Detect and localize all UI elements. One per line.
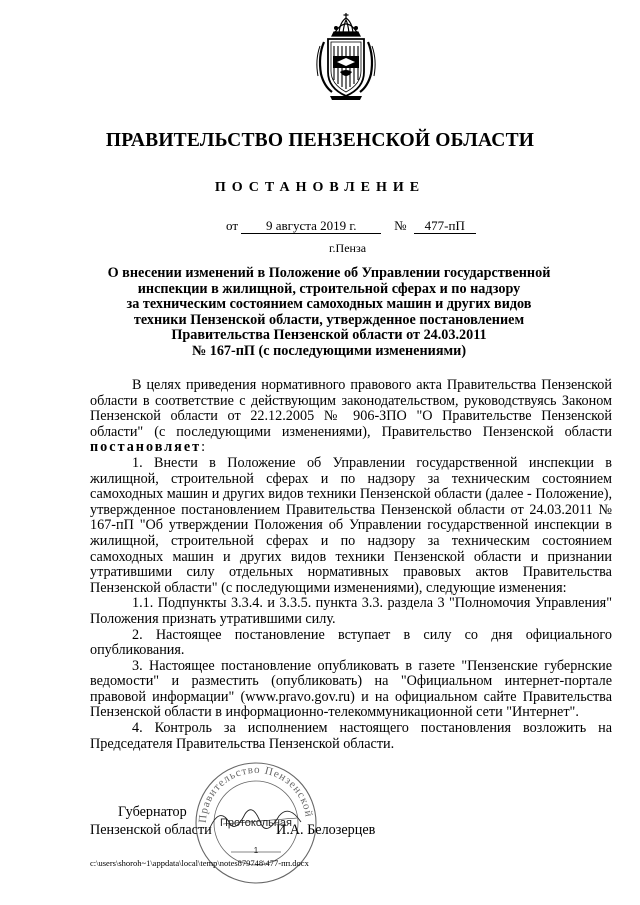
subject-line: инспекции в жилищной, строительной сферах и по надзору (137, 280, 521, 297)
document-subject (80, 266, 578, 360)
signature-title-line1: Губернатор (118, 804, 187, 820)
document-body (90, 378, 612, 752)
paragraph-1-1: 1.1. Подпункты 3.3.4. и 3.3.5. пункта 3.3. раздела 3 "Полномочия Управления" Положения признать утратившими силу. (90, 595, 612, 627)
stamp-number: 1 (253, 846, 259, 855)
coat-of-arms-icon (310, 12, 382, 102)
city: г.Пенза (328, 241, 367, 255)
preamble-text: В целях приведения нормативного правового акта Правительства Пензенской области в соответствие с действующим законодательством, руководствуясь Законом Пензенской области от 22.12.2005 № 906-ЗПО "О Правительстве Пензенской области" (с последующими изменениями), Правительство Пензенской области (90, 377, 612, 440)
signature-name: И.А. Белозерцев (276, 822, 376, 838)
document-date: 9 августа 2019 г. (241, 219, 381, 234)
preamble-paragraph (90, 378, 612, 456)
paragraph-4: 4. Контроль за исполнением настоящего постановления возложить на Председателя Правительства Пензенской области. (90, 720, 612, 752)
organization-title: ПРАВИТЕЛЬСТВО ПЕНЗЕНСКОЙ ОБЛАСТИ (105, 130, 535, 151)
stamp-ring-text: Правительство Пензенской (196, 763, 315, 824)
number-prefix: № (394, 218, 407, 233)
subject-line: № 167-пП (с последующими изменениями) (191, 342, 467, 359)
decree-word: постановляет (90, 439, 202, 456)
subject-line: Правительства Пензенской области от 24.03.2011 (171, 327, 487, 344)
signature-title-line2: Пензенской области (90, 822, 212, 838)
signature-scribble (205, 800, 315, 840)
file-path: c:\users\shoroh~1\appdata\local\temp\notes879748\477-пп.docx (90, 858, 309, 868)
subject-line: О внесении изменений в Положение об Управлении государственной (107, 265, 551, 281)
document-type: ПОСТАНОВЛЕНИЕ (214, 180, 426, 195)
paragraph-2: 2. Настоящее постановление вступает в силу со дня официального опубликования. (90, 626, 612, 659)
subject-line: техники Пензенской области, утвержденное постановлением (133, 311, 525, 328)
date-prefix: от (226, 218, 239, 233)
stamp-label: Протокольная (219, 817, 293, 829)
decree-colon: : (201, 439, 206, 456)
paragraph-3: 3. Настоящее постановление опубликовать в газете "Пензенские губернские ведомости" и разместить (опубликовать) на "Официальном интернет-портале правовой информации" (www.pravo.gov.ru) и на официальном сайте Правительства Пензенской области в информационно-телекоммуникационной сети "Интернет". (90, 657, 612, 721)
paragraph-1: 1. Внести в Положение об Управлении государственной инспекции в жилищной, строительной сферах и по надзору за техническим состоянием самоходных машин и других видов техники Пензенской области (далее - Положение), утвержденное постановлением Правительства Пензенской области от 24.03.2011 № 167-пП "Об утверждении Положения об Управлении государственной инспекции в жилищной, строительной сферах и по надзору за техническим состоянием самоходных машин и других видов техники Пензенской области и признании утратившими силу отдельных нормативных правовых актов Правительства Пензенской области" (с последующими изменениями), следующие изменения: (90, 454, 612, 596)
document-number: 477-пП (414, 219, 476, 234)
date-number-line (226, 218, 476, 234)
subject-line: за техническим состоянием самоходных машин и других видов (126, 296, 532, 313)
